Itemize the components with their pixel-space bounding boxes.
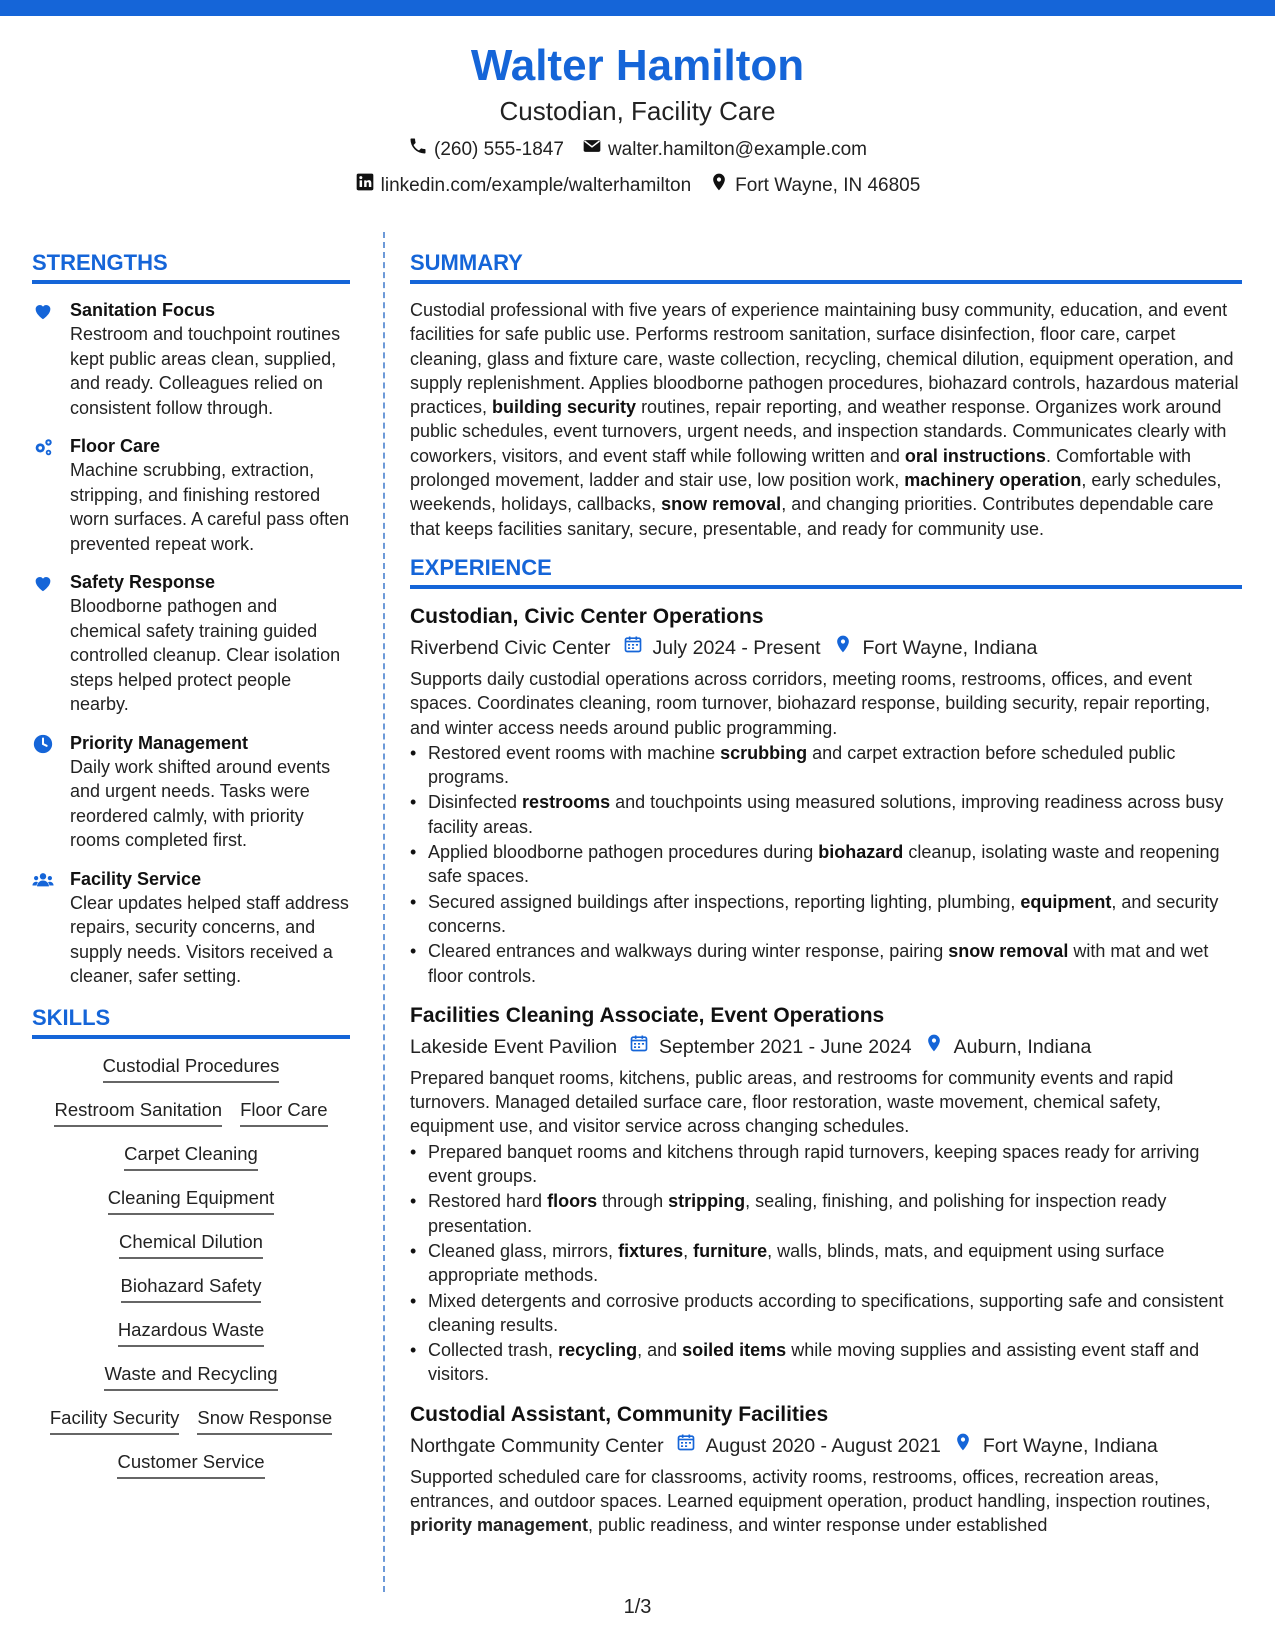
skills-row (119, 1229, 263, 1259)
right-column (410, 248, 1242, 1552)
bold-phrase: machinery operation (904, 470, 1082, 491)
bold-phrase: furniture (693, 1240, 768, 1261)
skill-tag: Restroom Sanitation (54, 1097, 222, 1127)
bold-phrase: fixtures (618, 1240, 684, 1261)
skills-row (121, 1273, 262, 1303)
text-run: , public readiness, and winter response under established (588, 1515, 1048, 1536)
skills-row (117, 1449, 264, 1479)
job-description (410, 1465, 1242, 1538)
map-pin-icon (941, 1431, 983, 1461)
job-title: Custodial Assistant, Community Facilities (410, 1402, 829, 1426)
job-bullets (410, 741, 1242, 988)
skill-tag: Carpet Cleaning (124, 1141, 258, 1171)
linkedin-contact[interactable] (355, 172, 691, 200)
calendar-icon (617, 1032, 659, 1062)
strength-body (70, 434, 350, 556)
skills-row (50, 1405, 332, 1435)
text-run: through (597, 1191, 669, 1212)
job-dates: August 2020 - August 2021 (705, 1434, 941, 1457)
strength-body (70, 731, 350, 853)
text-run: Restored event rooms with machine (428, 742, 721, 763)
phone-text: (260) 555-1847 (434, 139, 564, 160)
text-run: , early schedules, weekends, holidays, callbacks, (410, 470, 1222, 515)
bullet-item (410, 1338, 1242, 1387)
text-run: Supported scheduled care for classrooms, activity rooms, restrooms, offices, recreation areas, entrances, and outdoor spaces. Learned equipment operation, product handling, inspection routines, (410, 1466, 1211, 1511)
bold-phrase: biohazard (818, 842, 904, 863)
bold-phrase: oral instructions (904, 445, 1046, 466)
map-pin-icon (709, 172, 729, 200)
skill-tag: Facility Security (50, 1405, 180, 1435)
text-run: Secured assigned buildings after inspections, reporting lighting, plumbing, (428, 891, 1021, 912)
skills-row (54, 1097, 327, 1127)
skill-tag: Cleaning Equipment (108, 1185, 275, 1215)
bold-phrase: equipment (1020, 891, 1112, 912)
bold-phrase: snow removal (661, 494, 782, 515)
job-description: Supports daily custodial operations across corridors, meeting rooms, restrooms, offices, and event spaces. Coordinates cleaning, room turnover, biohazard response, building security, repair reporting, and winter access needs around public programming. (410, 668, 1211, 738)
gears-icon (32, 434, 56, 556)
heart-icon (32, 298, 56, 420)
skills-row (103, 1053, 280, 1083)
text-run: Prepared banquet rooms and kitchens through rapid turnovers, keeping spaces ready for arriving event groups. (428, 1141, 1200, 1187)
bullet-item (410, 1140, 1242, 1189)
bullet-item (410, 890, 1242, 939)
skill-tag: Floor Care (240, 1097, 327, 1127)
text-run: , and security concerns. (428, 891, 1219, 936)
bold-phrase: scrubbing (720, 742, 808, 763)
text-run: , sealing, finishing, and polishing for inspection ready presentation. (428, 1191, 1167, 1236)
map-pin-icon (912, 1032, 954, 1062)
bullet-item (410, 840, 1242, 889)
skill-tag: Biohazard Safety (121, 1273, 262, 1303)
strength-item (32, 570, 350, 717)
strength-body (70, 298, 350, 420)
linkedin-icon (355, 172, 375, 200)
job-title: Custodian, Civic Center Operations (410, 604, 764, 628)
text-run: Disinfected (428, 792, 523, 813)
candidate-title: Custodian, Facility Care (499, 96, 776, 126)
job-dates: September 2021 - June 2024 (659, 1035, 912, 1058)
text-run: cleanup, isolating waste and reopening safe spaces. (428, 842, 1220, 887)
strength-title: Priority Management (70, 732, 249, 753)
strength-title: Sanitation Focus (70, 300, 216, 320)
skills-row (124, 1141, 258, 1171)
experience-heading: EXPERIENCE (410, 553, 1242, 589)
email-contact[interactable] (582, 136, 867, 164)
job-description: Prepared banquet rooms, kitchens, public areas, and restrooms for community events and rapid turnovers. Managed detailed surface care, floor restoration, waste movement, chemical safety, equipment use, and visitor service across changing schedules. (410, 1067, 1174, 1137)
job-meta (410, 633, 1242, 663)
bold-phrase: soiled items (682, 1340, 787, 1361)
skills-row (104, 1361, 277, 1391)
contact-row-2 (0, 172, 1275, 200)
strength-item (32, 867, 350, 989)
contact-row-1 (0, 136, 1275, 164)
strength-description: Restroom and touchpoint routines kept public areas clean, supplied, and ready. Colleagues relied on consistent follow through. (70, 324, 341, 418)
skill-tag: Chemical Dilution (119, 1229, 263, 1259)
text-run: while moving supplies and assisting event staff and visitors. (428, 1340, 1200, 1385)
clock-icon (32, 731, 56, 853)
users-icon (32, 867, 56, 989)
candidate-name: Walter Hamilton (470, 41, 805, 90)
phone-contact (408, 136, 564, 164)
text-run: , (683, 1240, 694, 1261)
job-entry (410, 603, 1242, 988)
skill-tag: Waste and Recycling (104, 1361, 277, 1391)
bullet-item (410, 790, 1242, 839)
strength-description: Machine scrubbing, extraction, stripping, and finishing restored worn surfaces. A careful pass often prevented repeat work. (70, 460, 350, 554)
bullet-item (410, 741, 1242, 790)
strength-item (32, 434, 350, 556)
text-run: Cleared entrances and walkways during winter response, pairing (428, 941, 949, 962)
job-location: Auburn, Indiana (953, 1035, 1092, 1058)
strength-description: Clear updates helped staff address repairs, security concerns, and supply needs. Visitors received a cleaner, safer setting. (70, 892, 349, 986)
text-run: . Comfortable with prolonged movement, ladder and stair use, low position work, (410, 445, 1191, 491)
text-run: Mixed detergents and corrosive products according to specifications, supporting safe and consistent cleaning results. (428, 1290, 1224, 1335)
strengths-heading: STRENGTHS (32, 248, 350, 284)
strength-description: Daily work shifted around events and urgent needs. Tasks were reordered calmly, with priority rooms completed first. (70, 756, 331, 850)
text-run: routines, repair reporting, and weather response. Organizes work around public schedules, event turnovers, urgent needs, and inspection standards. Communicates clearly with coworkers, visitors, and event staff while following written and (410, 397, 1227, 466)
company-name: Riverbend Civic Center (410, 636, 611, 659)
column-divider (383, 232, 385, 1592)
text-run: Cleaned glass, mirrors, (428, 1240, 619, 1261)
map-pin-icon (821, 633, 863, 663)
text-run: , walls, blinds, mats, and equipment using surface appropriate methods. (428, 1240, 1165, 1286)
bold-phrase: floors (547, 1191, 598, 1212)
calendar-icon (664, 1431, 706, 1461)
bold-phrase: recycling (558, 1340, 638, 1361)
company-name: Lakeside Event Pavilion (410, 1035, 618, 1058)
experience-list (410, 603, 1242, 1538)
skills-list (32, 1053, 350, 1493)
strength-title: Floor Care (70, 436, 161, 456)
company-name: Northgate Community Center (410, 1434, 664, 1457)
text-run: Custodial professional with five years of experience maintaining busy community, education, and event facilities for safe public use. Performs restroom sanitation, surface disinfection, floor care, carpet cleaning, glass and fixture care, waste collection, recycling, chemical dilution, equipment operation, and supply replenishment. Applies bloodborne pathogen procedures, biohazard controls, hazardous material practices, (410, 300, 1239, 418)
text-run: and carpet extraction before scheduled public programs. (428, 742, 1176, 788)
location-text: Fort Wayne, IN 46805 (735, 175, 921, 196)
job-location: Fort Wayne, Indiana (862, 636, 1038, 659)
skills-row (108, 1185, 275, 1215)
strength-item (32, 298, 350, 420)
calendar-icon (611, 633, 653, 663)
strength-item (32, 731, 350, 853)
linkedin-text[interactable]: linkedin.com/example/walterhamilton (380, 175, 692, 196)
text-run: Restored hard (428, 1191, 548, 1212)
bullet-item (410, 939, 1242, 988)
bullet-item (410, 1189, 1242, 1238)
phone-icon (408, 136, 428, 164)
job-meta (410, 1431, 1242, 1461)
strength-body (70, 867, 350, 989)
job-entry (410, 1002, 1242, 1387)
strength-title: Facility Service (70, 868, 202, 889)
skills-heading: SKILLS (32, 1003, 350, 1039)
summary-heading: SUMMARY (410, 248, 1242, 284)
bullet-item (410, 1239, 1242, 1288)
bold-phrase: stripping (668, 1191, 746, 1212)
job-dates: July 2024 - Present (652, 636, 821, 659)
bold-phrase: building security (492, 397, 637, 418)
skills-row (118, 1317, 264, 1347)
bold-phrase: snow removal (948, 941, 1069, 962)
strengths-list (32, 298, 350, 989)
text-run: and touchpoints using measured solutions, improving readiness across busy facility areas. (428, 792, 1224, 837)
strength-description: Bloodborne pathogen and chemical safety training guided controlled cleanup. Clear isolation steps helped protect people nearby. (70, 596, 341, 714)
envelope-icon (582, 136, 602, 164)
skill-tag: Hazardous Waste (118, 1317, 264, 1347)
text-run: with mat and wet floor controls. (428, 941, 1209, 986)
job-title: Facilities Cleaning Associate, Event Operations (410, 1003, 885, 1027)
skill-tag: Customer Service (117, 1449, 264, 1479)
resume-header (0, 40, 1275, 200)
job-entry (410, 1401, 1242, 1538)
job-location: Fort Wayne, Indiana (982, 1434, 1158, 1457)
page-number: 1/3 (623, 1596, 652, 1618)
bold-phrase: priority management (410, 1515, 589, 1536)
text-run: , and (637, 1340, 683, 1361)
text-run: , and changing priorities. Contributes dependable care that keeps facilities sanitary, secure, presentable, and ready for community use. (410, 494, 1214, 539)
top-accent-bar (0, 0, 1275, 16)
strength-body (70, 570, 350, 717)
text-run: Applied bloodborne pathogen procedures during (428, 842, 819, 863)
skill-tag: Snow Response (197, 1405, 332, 1435)
job-meta (410, 1032, 1242, 1062)
skill-tag: Custodial Procedures (103, 1053, 280, 1083)
strength-title: Safety Response (70, 572, 216, 592)
text-run: Collected trash, (428, 1340, 559, 1361)
bullet-item (410, 1289, 1242, 1338)
job-bullets (410, 1140, 1242, 1387)
bold-phrase: restrooms (522, 792, 611, 813)
heart-icon (32, 570, 56, 717)
location-contact (709, 172, 920, 200)
left-column (32, 248, 350, 1493)
email-text[interactable]: walter.hamilton@example.com (607, 139, 867, 160)
summary-text (410, 298, 1242, 541)
